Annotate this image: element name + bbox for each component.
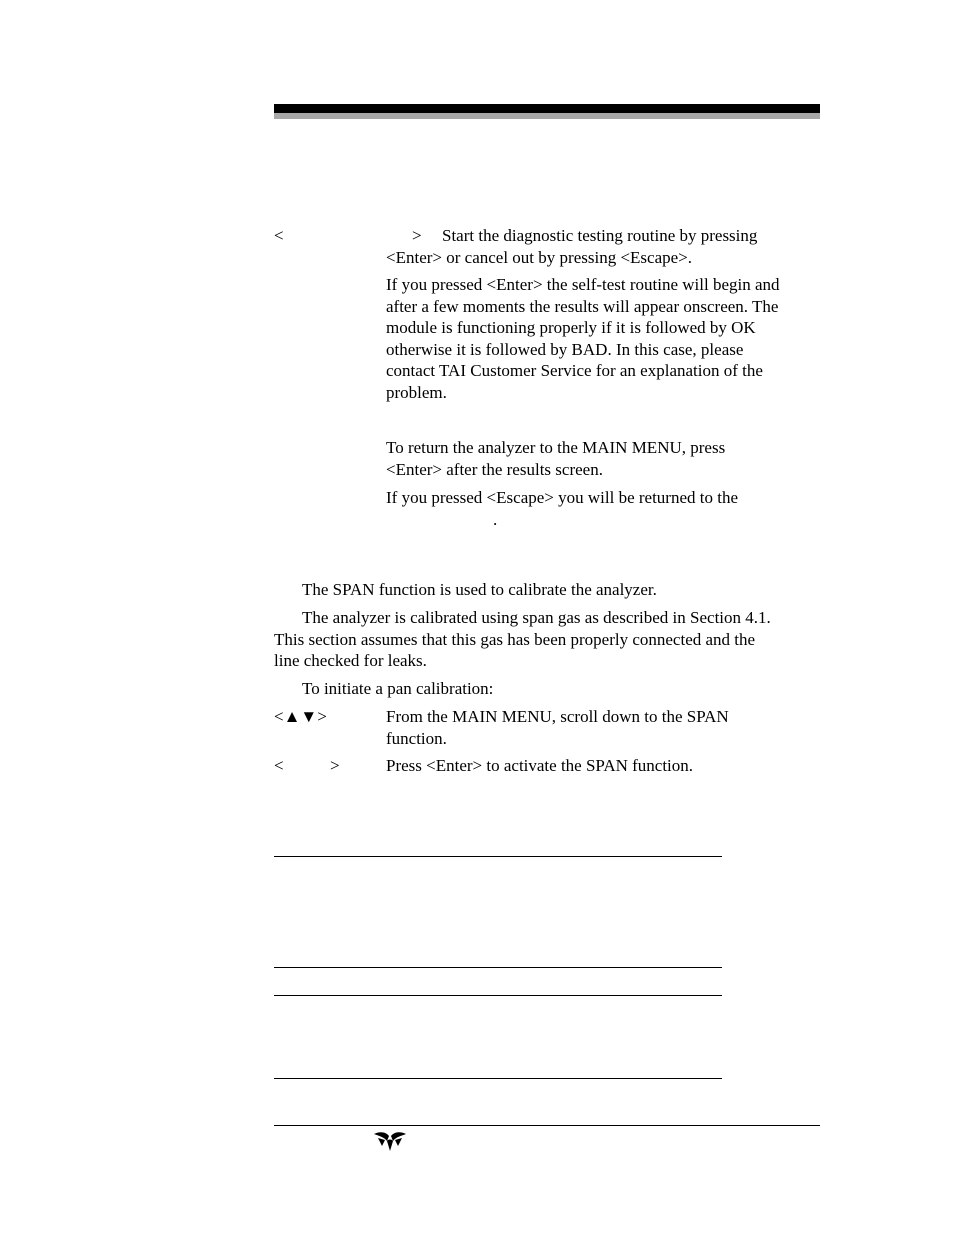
diag-desc-line-2: <Enter> or cancel out by pressing <Escape>.: [386, 247, 692, 267]
span-para-line-3: line checked for leaks.: [274, 651, 427, 670]
text-line: otherwise it is followed by BAD. In this case, please: [386, 339, 744, 359]
escape-paragraph-line-1: If you pressed <Escape> you will be returned to the: [386, 488, 738, 507]
header-rule-black: [274, 104, 820, 113]
step1-key: <▲▼>: [274, 707, 327, 726]
span-para-line-2: This section assumes that this gas has been properly connected and the: [274, 629, 756, 649]
text-line: If you pressed <Enter> the self-test routine will begin and: [386, 275, 780, 294]
footer-rule: [274, 1125, 820, 1126]
text-line: after a few moments the results will appear onscreen. The: [386, 296, 779, 316]
diag-desc-line-1: Start the diagnostic testing routine by pressing: [442, 226, 758, 245]
self-test-paragraph: [386, 274, 780, 403]
span-para-line-1: The analyzer is calibrated using span gas as described in Section 4.1.: [302, 608, 771, 627]
diag-key-open: <: [274, 226, 284, 245]
text-line: module is functioning properly if it is followed by OK: [386, 318, 756, 337]
header-rule-gray: [274, 113, 820, 119]
text-line: To return the analyzer to the MAIN MENU, press: [386, 438, 726, 457]
step1-desc-line-2: function.: [386, 728, 447, 748]
return-main-menu-paragraph: [386, 437, 725, 480]
teledyne-logo-icon: [372, 1130, 408, 1152]
screen-rule-2: [274, 967, 722, 968]
span-initiate: To initiate a pan calibration:: [302, 679, 494, 698]
screen-rule-3: [274, 995, 722, 996]
screen-rule-4: [274, 1078, 722, 1079]
step1-desc-line-1: From the MAIN MENU, scroll down to the SPAN: [386, 707, 729, 726]
step2-desc: Press <Enter> to activate the SPAN function.: [386, 756, 694, 775]
text-line: problem.: [386, 382, 447, 402]
text-line: <Enter> after the results screen.: [386, 459, 603, 479]
escape-paragraph-line-2: .: [493, 509, 498, 529]
step2-key-close: >: [330, 756, 340, 775]
step2-key-open: <: [274, 756, 284, 775]
text-line: contact TAI Customer Service for an explanation of the: [386, 361, 763, 380]
screen-rule-1: [274, 856, 722, 857]
span-intro: The SPAN function is used to calibrate the analyzer.: [302, 579, 657, 599]
diag-key-close: >: [412, 226, 422, 245]
